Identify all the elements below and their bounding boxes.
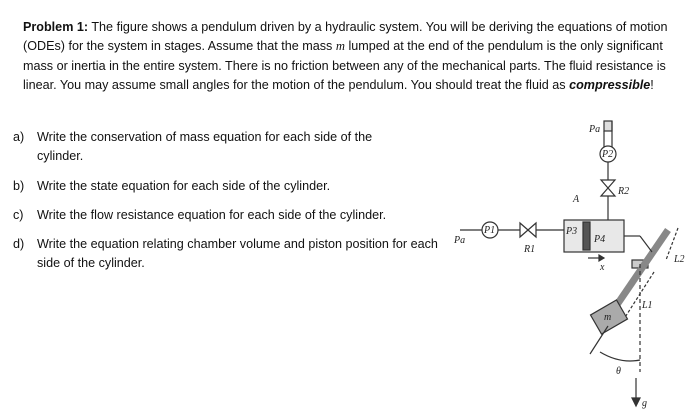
- question-d-text: Write the equation relating chamber volume and piston position for each side of the cylinder.: [37, 237, 438, 270]
- question-c-text: Write the flow resistance equation for each side of the cylinder.: [37, 208, 387, 222]
- question-d-letter: d): [13, 237, 25, 251]
- theta-arc: [600, 352, 640, 361]
- gravity-arrowhead: [632, 398, 640, 406]
- problem-text-part-1: The figure shows a pendulum driven by a hydraulic system. You will be deriving the equations of motion (ODEs) for the system in stages. Assume that the mass: [23, 20, 668, 54]
- problem-statement: [23, 18, 678, 96]
- label-p4: P4: [594, 234, 606, 245]
- x-arrowhead: [599, 255, 604, 261]
- problem-text-part-2: lumped at the end of the pendulum is the only significant mass or inertia in the entire system. There is no friction between any of the mechanical parts. The fluid resistance is linear. You may assume small angles for the motion of the pendulum. You should treat the fluid as: [23, 39, 666, 93]
- mass-symbol: m: [335, 39, 345, 54]
- pendulum-hydraulic-figure: [440, 112, 690, 412]
- rod-link: [640, 236, 652, 252]
- label-pa-left: Pa: [454, 235, 466, 246]
- question-b-letter: b): [13, 179, 25, 193]
- label-m: m: [604, 312, 612, 323]
- label-p3: P3: [566, 226, 578, 237]
- piston: [583, 222, 590, 250]
- label-r2: R2: [618, 186, 630, 197]
- label-a: A: [573, 194, 580, 205]
- label-x: x: [600, 262, 605, 273]
- label-theta: θ: [616, 366, 621, 377]
- compressible-emphasis: compressible: [569, 78, 651, 93]
- label-p2: P2: [602, 149, 614, 160]
- label-p1: P1: [484, 225, 496, 236]
- question-a-text: Write the conservation of mass equation for each side of the cylinder.: [37, 130, 373, 163]
- r2-valve: [601, 180, 615, 196]
- question-a-letter: a): [13, 130, 25, 144]
- r1-valve: [520, 223, 536, 237]
- question-c-letter: c): [13, 208, 24, 222]
- label-l1: L1: [642, 300, 653, 311]
- label-l2: L2: [674, 254, 685, 265]
- label-r1: R1: [524, 244, 536, 255]
- problem-label: Problem 1:: [23, 20, 89, 34]
- problem-text-part-3: !: [650, 78, 654, 93]
- label-g: g: [642, 398, 647, 409]
- top-reservoir: [604, 121, 612, 131]
- question-b-text: Write the state equation for each side of the cylinder.: [37, 179, 331, 193]
- label-pa-top: Pa: [589, 124, 601, 135]
